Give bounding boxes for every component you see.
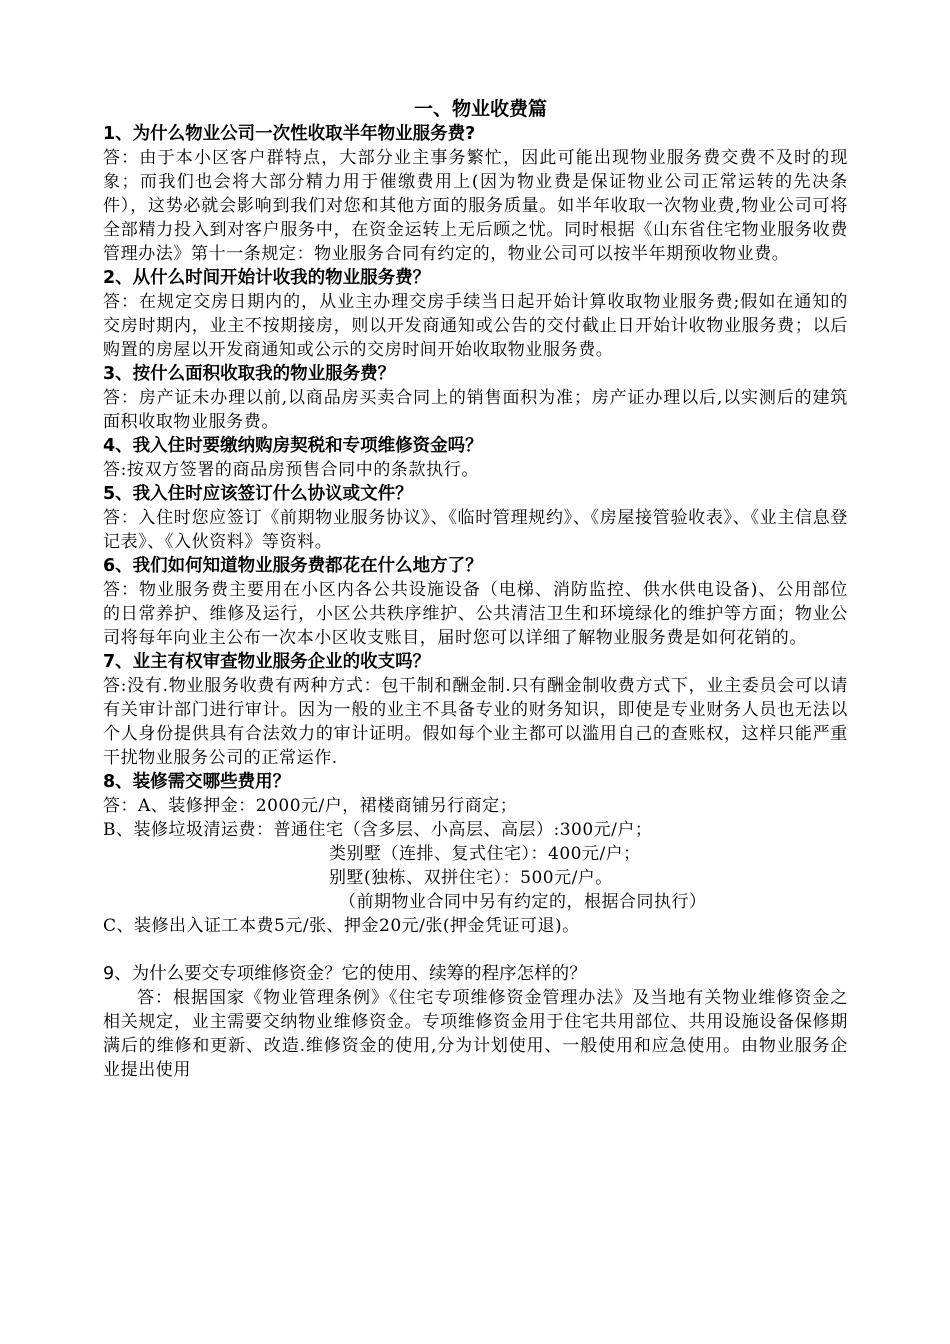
question-3: 3、按什么面积收取我的物业服务费？ [103,364,396,384]
answer-5: 答：入住时您应签订《前期物业服务协议》、《临时管理规约》、《房屋接管验收表》、《业主信息登记表》、《入伙资料》等资料。 [103,508,848,552]
answer-1: 答：由于本小区客户群特点，大部分业主事务繁忙，因此可能出现物业服务费交费不及时的现象；而我们也会将大部分精力用于催缴费用上(因为物业费是保证物业公司正常运转的先决条件），这势必就会影响到我们对您和其他方面的服务质量。如半年收取一次物业费,物业公司可将全部精力投入到对客户服务中，在资金运转上无后顾之忧。同时根据《山东省住宅物业服务收费管理办法》第十一条规定：物业服务合同有约定的，物业公司可以按半年期预收物业费。 [103,148,848,264]
answer-8-line-c: C、装修出入证工本费5元/张、押金20元/张(押金凭证可退)。 [103,916,580,936]
question-8: 8、装修需交哪些费用？ [103,772,291,792]
question-5: 5、我入住时应该签订什么协议或文件？ [103,484,413,504]
answer-3: 答：房产证未办理以前,以商品房买卖合同上的销售面积为准；房产证办理以后,以实测后的建筑面积收取物业服务费。 [103,388,848,432]
document-page [103,96,848,1082]
question-1: 1、为什么物业公司一次性收取半年物业服务费? [103,124,476,144]
blank-line [103,938,848,962]
answer-4: 答:按双方签署的商品房预售合同中的条款执行。 [103,460,479,480]
answer-6: 答：物业服务费主要用在小区内各公共设施设备（电梯、消防监控、供水供电设备)、公用部位的日常养护、维修及运行，小区公共秩序维护、公共清洁卫生和环境绿化的维护等方面；物业公司将每年向业主公布一次本小区收支账目，届时您可以详细了解物业服务费是如何花销的。 [103,580,848,648]
answer-7: 答:没有.物业服务收费有两种方式：包干制和酬金制.只有酬金制收费方式下，业主委员会可以请有关审计部门进行审计。因为一般的业主不具备专业的财务知识，即使是专业财务人员也无法以个人身份提供具有合法效力的审计证明。假如每个业主都可以滥用自己的查账权，这样只能严重干扰物业服务公司的正常运作. [103,676,848,768]
question-7: 7、业主有权审查物业服务企业的收支吗？ [103,652,431,672]
answer-2: 答：在规定交房日期内的，从业主办理交房手续当日起开始计算收取物业服务费;假如在通知的交房时期内，业主不按期接房，则以开发商通知或公告的交付截止日开始计收物业服务费；以后购置的房屋以开发商通知或公示的交房时间开始收取物业服务费。 [103,292,848,360]
question-6: 6、我们如何知道物业服务费都花在什么地方了？ [103,556,483,576]
answer-8-line-b4: （前期物业合同中另有约定的，根据合同执行） [339,892,707,912]
question-4: 4、我入住时要缴纳购房契税和专项维修资金吗？ [103,436,483,456]
section-title: 一、物业收费篇 [413,98,547,120]
answer-8-line-a: 答：A、装修押金：2000元/户，裙楼商铺另行商定； [103,796,518,816]
answer-8-line-b: B、装修垃圾清运费：普通住宅（含多层、小高层、高层）:300元/户； [103,820,653,840]
question-2: 2、从什么时间开始计收我的物业服务费？ [103,268,431,288]
question-9: 9、为什么要交专项维修资金？它的使用、续筹的程序怎样的？ [103,964,587,984]
answer-9: 答：根据国家《物业管理条例》《住宅专项维修资金管理办法》及当地有关物业维修资金之相关规定，业主需要交纳物业维修资金。专项维修资金用于住宅共用部位、共用设施设备保修期满后的维修和更新、改造.维修资金的使用,分为计划使用、一般使用和应急使用。由物业服务企业提出使用 [103,988,848,1080]
answer-8-line-b3: 别墅(独栋、双拼住宅）：500元/户。 [329,868,613,888]
answer-8-line-b2: 类别墅（连排、复式住宅）：400元/户； [329,844,641,864]
